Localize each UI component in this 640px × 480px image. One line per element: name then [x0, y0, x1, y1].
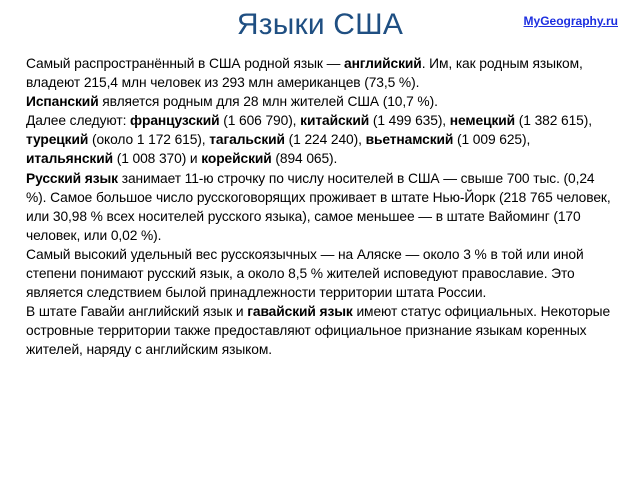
text: (894 065). [271, 151, 338, 167]
text: (1 008 370) и [112, 151, 202, 167]
text: (1 499 635), [369, 113, 450, 129]
paragraph-spanish [26, 92, 612, 111]
language-name: итальянский [26, 151, 113, 167]
paragraph-other-languages [26, 111, 612, 168]
language-name: вьетнамский [365, 132, 454, 148]
slide-title: Языки США [236, 8, 404, 41]
paragraph-russian [26, 169, 612, 245]
paragraph-hawaii [26, 302, 612, 359]
text: В штате Гавайи английский язык и [26, 304, 248, 320]
text: имеют статус официальных. Некоторые островные территории также предоставляют официальное признание языкам коренных жителей, наряду с английским языком. [26, 304, 611, 358]
language-name: Испанский [26, 94, 99, 110]
language-name: немецкий [449, 113, 516, 129]
text: (1 606 790), [219, 113, 301, 129]
language-name: китайский [300, 113, 370, 129]
text: Самый распространённый в США родной язык — [26, 56, 344, 71]
text: является родным для 28 млн жителей США (10,7 %). [98, 94, 438, 110]
slide-body [26, 54, 612, 360]
text: . Им, как родным языком, владеют 215,4 млн человек из 293 млн американцев (73,5 %). [26, 56, 583, 91]
text: Далее следуют: [26, 113, 131, 129]
language-name: французский [130, 113, 220, 129]
text: (1 224 240), [284, 132, 366, 148]
text: (около 1 172 615), [88, 132, 210, 148]
text: занимает 11-ю строчку по числу носителей в США — свыше 700 тыс. (0,24 %). Самое большое число русскоговорящих проживает в штате Нью-Йорк (218 765 человек, или 30,98 % всех носителей русского языка), самое меньшее — в штате Вайоминг (170 человек, или 0,02 %). [26, 170, 611, 243]
language-name: турецкий [26, 132, 89, 148]
text: (1 382 615), [515, 113, 592, 129]
language-name: английский [344, 56, 422, 71]
text: Самый высокий удельный вес русскоязычных — на Аляске — около 3 % в той или иной степени понимают русский язык, а около 8,5 % жителей исповедуют православие. Это является следствием былой принадлежности территории штата России. [26, 246, 584, 301]
paragraph-alaska [26, 245, 612, 302]
paragraph-english [26, 54, 612, 92]
language-name: гавайский язык [247, 304, 353, 320]
language-name: тагальский [209, 132, 285, 148]
language-name: корейский [201, 151, 272, 167]
site-link[interactable]: MyGeography.ru [523, 14, 618, 28]
language-name: Русский язык [26, 170, 118, 186]
text: (1 009 625), [453, 132, 531, 148]
